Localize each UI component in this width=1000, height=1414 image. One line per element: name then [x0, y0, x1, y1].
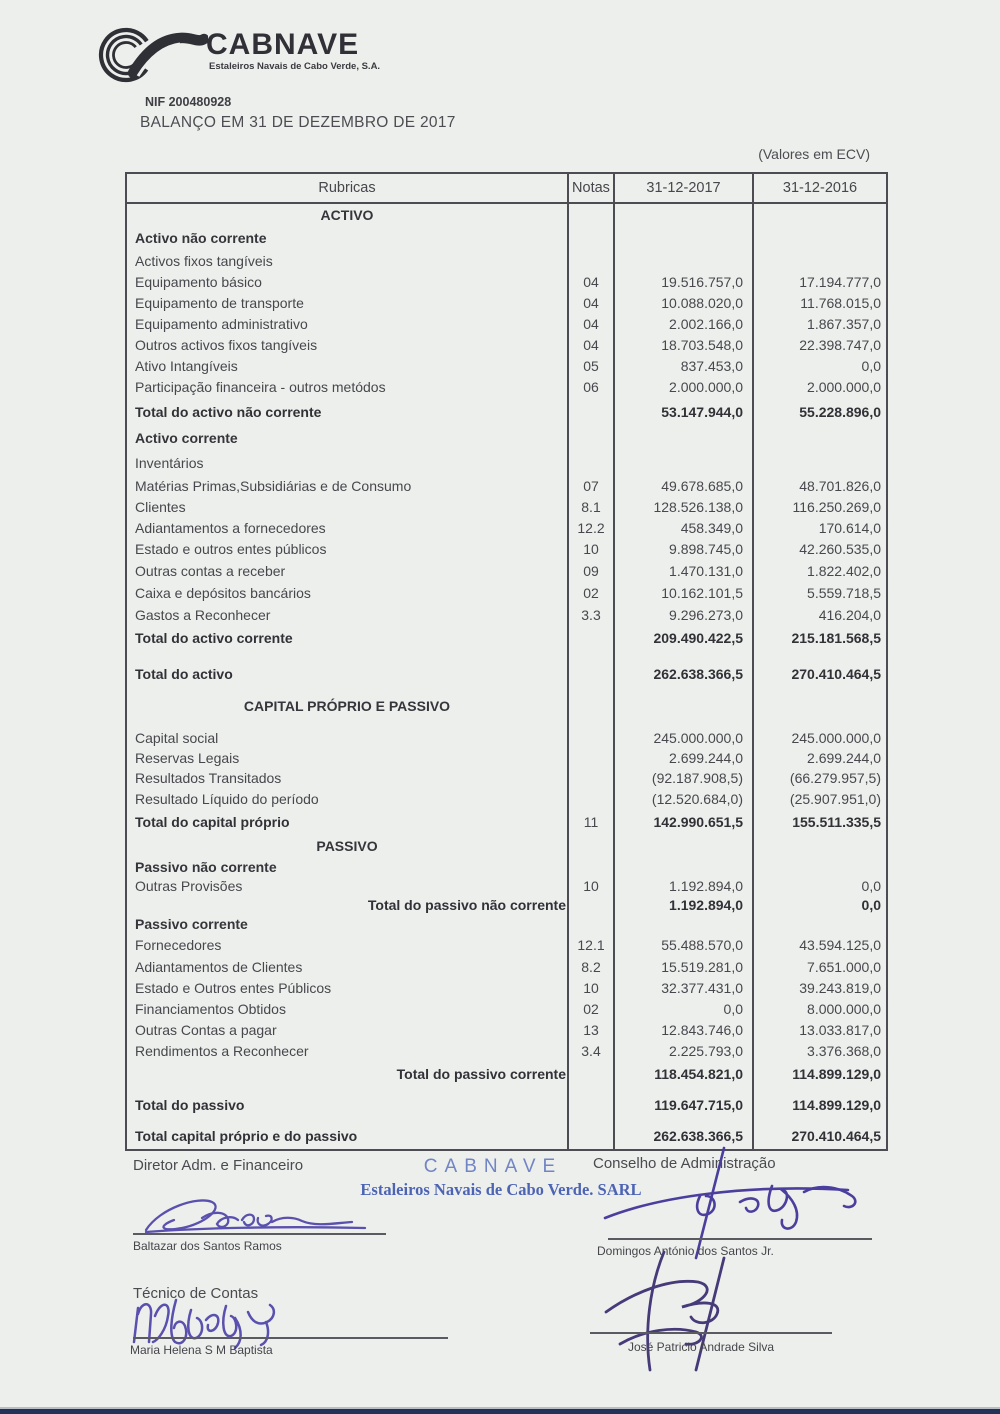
row-value-2017: 119.647.715,0 — [654, 1097, 743, 1113]
row-value-2017: 2.000.000,0 — [669, 379, 743, 395]
row-value-2016: 55.228.896,0 — [752, 398, 886, 425]
table-row — [127, 475, 886, 496]
row-value-2017: 19.516.757,0 — [661, 273, 743, 290]
row-value-2016: 1.867.357,0 — [752, 313, 886, 334]
table-row — [127, 788, 886, 809]
table-row — [127, 834, 886, 857]
signature-line-jose — [590, 1332, 832, 1334]
signature-jose — [598, 1250, 773, 1377]
row-value-2016: 245.000.000,0 — [752, 727, 886, 748]
row-note — [567, 914, 615, 934]
row-value-2017: 128.526.138,0 — [653, 498, 743, 515]
row-label: Rendimentos a Reconhecer — [135, 1043, 309, 1059]
row-label: Total do activo — [135, 666, 233, 682]
row-value-2016 — [752, 834, 886, 857]
table-row — [127, 604, 886, 625]
table-row — [127, 748, 886, 768]
row-value-2017: 15.519.281,0 — [661, 958, 743, 975]
row-value-2017: 458.349,0 — [680, 519, 743, 536]
name-jose: José Patricio Andrade Silva — [628, 1340, 775, 1354]
row-value-2016: 22.398.747,0 — [752, 334, 886, 355]
row-label: Passivo não corrente — [135, 858, 277, 875]
table-body — [127, 204, 886, 1149]
header-2017: 31-12-2017 — [646, 180, 721, 196]
row-value-2016: 11.768.015,0 — [752, 292, 886, 313]
row-label: Total capital próprio e do passivo — [135, 1128, 358, 1144]
role-tecnico-contas: Técnico de Contas — [133, 1285, 259, 1302]
row-value-2017: 0,0 — [723, 1000, 743, 1017]
row-label: Caixa e depósitos bancários — [135, 585, 311, 601]
row-value-2016: 0,0 — [752, 355, 886, 376]
row-value-2016: 39.243.819,0 — [752, 977, 886, 998]
row-note — [567, 204, 615, 226]
row-label: PASSIVO — [316, 837, 378, 854]
row-label: Estado e Outros entes Públicos — [135, 979, 332, 996]
row-note: 06 — [567, 376, 615, 398]
row-value-2017: 142.990.651,5 — [653, 813, 743, 830]
table-row — [127, 250, 886, 271]
table-row — [127, 451, 886, 475]
signature-baltazar — [140, 1192, 390, 1243]
row-value-2017: 837.453,0 — [680, 357, 743, 374]
stamp-company-subtitle: Estaleiros Navais de Cabo Verde. SARL — [360, 1180, 642, 1199]
row-value-2016: 13.033.817,0 — [752, 1019, 886, 1040]
table-row — [127, 204, 886, 226]
row-label: CAPITAL PRÓPRIO E PASSIVO — [243, 698, 451, 714]
row-value-2016: 215.181.568,5 — [752, 625, 886, 651]
row-value-2016: 2.699.244,0 — [752, 748, 886, 768]
row-label: Outras Provisões — [135, 877, 243, 894]
table-row — [127, 376, 886, 398]
row-value-2017: 1.192.894,0 — [669, 896, 743, 913]
row-value-2017: 262.638.366,5 — [653, 666, 743, 682]
row-value-2016: 0,0 — [752, 876, 886, 895]
row-note: 02 — [567, 998, 615, 1019]
table-row — [127, 538, 886, 559]
row-value-2016: 48.701.826,0 — [752, 475, 886, 496]
row-label: Equipamento administrativo — [135, 315, 308, 332]
row-label: Fornecedores — [135, 937, 222, 953]
row-note — [567, 250, 615, 271]
row-note: 3.3 — [567, 604, 615, 625]
row-label: Outras Contas a pagar — [135, 1021, 277, 1038]
table-row — [127, 355, 886, 376]
row-value-2016: 7.651.000,0 — [752, 956, 886, 977]
row-note: 04 — [567, 313, 615, 334]
row-label: Equipamento básico — [135, 273, 262, 290]
row-note — [567, 748, 615, 768]
table-row — [127, 914, 886, 934]
row-value-2017: (12.520.684,0) — [651, 790, 743, 807]
table-row — [127, 934, 886, 956]
row-value-2016: (66.279.957,5) — [752, 768, 886, 788]
row-label: Total do activo corrente — [135, 630, 293, 646]
row-value-2017: 2.225.793,0 — [669, 1043, 743, 1059]
row-note: 11 — [567, 809, 615, 834]
row-label: Inventários — [135, 455, 204, 471]
table-row — [127, 334, 886, 355]
table-row — [127, 517, 886, 538]
table-row — [127, 998, 886, 1019]
signature-line-maria — [133, 1337, 448, 1339]
table-row — [127, 292, 886, 313]
row-value-2017: 18.703.548,0 — [661, 336, 743, 353]
row-value-2017: 245.000.000,0 — [653, 729, 743, 746]
role-diretor-financeiro: Diretor Adm. e Financeiro — [133, 1157, 304, 1174]
table-row — [127, 1040, 886, 1062]
row-value-2016: 0,0 — [752, 895, 886, 914]
header-2016: 31-12-2016 — [752, 174, 886, 202]
row-value-2016 — [752, 693, 886, 719]
row-note — [567, 451, 615, 475]
table-row — [127, 398, 886, 425]
table-row — [127, 661, 886, 687]
header-notas: Notas — [567, 174, 615, 202]
row-value-2017: 32.377.431,0 — [661, 979, 743, 996]
row-value-2016: 17.194.777,0 — [752, 271, 886, 292]
row-value-2016: 3.376.368,0 — [752, 1040, 886, 1062]
signature-line-domingos — [608, 1238, 872, 1240]
table-row — [127, 895, 886, 914]
row-label: Activo não corrente — [135, 230, 267, 246]
table-row — [127, 582, 886, 604]
row-label: Ativo Intangíveis — [135, 357, 238, 374]
row-label: Activos fixos tangíveis — [135, 252, 273, 269]
row-note — [567, 895, 615, 914]
row-note — [567, 719, 615, 727]
row-value-2017: 1.470.131,0 — [669, 562, 743, 579]
table-row — [127, 956, 886, 977]
table-row — [127, 1092, 886, 1118]
row-note: 10 — [567, 977, 615, 998]
row-label: Gastos a Reconhecer — [135, 606, 271, 623]
table-header-row — [127, 174, 886, 204]
signature-line-baltazar — [133, 1233, 386, 1235]
row-note: 02 — [567, 582, 615, 604]
row-value-2017: 10.162.101,5 — [661, 585, 743, 601]
table-row — [127, 271, 886, 292]
row-label: Total do passivo — [135, 1097, 245, 1113]
row-label: Capital social — [135, 729, 219, 746]
table-row — [127, 1019, 886, 1040]
row-label: Outros activos fixos tangíveis — [135, 336, 318, 353]
role-conselho-administracao: Conselho de Administração — [593, 1155, 776, 1172]
row-note — [567, 727, 615, 748]
name-baltazar: Baltazar dos Santos Ramos — [133, 1239, 282, 1253]
document-title: BALANÇO EM 31 DE DEZEMBRO DE 2017 — [140, 114, 456, 131]
row-label: Adiantamentos a fornecedores — [135, 519, 326, 536]
row-value-2017: 9.898.745,0 — [669, 540, 743, 557]
stamp-company-name: CABNAVE — [423, 1156, 563, 1177]
table-spacer-row — [127, 651, 886, 661]
row-value-2016: 170.614,0 — [752, 517, 886, 538]
company-subtitle: Estaleiros Navais de Cabo Verde, S.A. — [209, 61, 381, 72]
row-value-2016: 2.000.000,0 — [752, 376, 886, 398]
nif-number: NIF 200480928 — [145, 95, 232, 109]
row-label: Clientes — [135, 498, 186, 515]
row-value-2016: 1.822.402,0 — [752, 559, 886, 582]
row-note: 3.4 — [567, 1040, 615, 1062]
row-label: Total do activo não corrente — [135, 403, 322, 420]
row-note — [567, 857, 615, 876]
row-value-2017: 53.147.944,0 — [661, 403, 743, 420]
row-note — [567, 768, 615, 788]
row-value-2016: 114.899.129,0 — [752, 1092, 886, 1118]
row-label: ACTIVO — [320, 207, 374, 223]
row-note — [567, 834, 615, 857]
row-value-2016 — [752, 204, 886, 226]
row-note — [567, 788, 615, 809]
row-value-2017: 10.088.020,0 — [661, 294, 743, 311]
row-label: Outras contas a receber — [135, 562, 286, 579]
row-label: Reservas Legais — [135, 750, 240, 766]
table-row — [127, 496, 886, 517]
row-note — [567, 1062, 615, 1086]
table-row — [127, 876, 886, 895]
row-note — [567, 661, 615, 687]
row-value-2016 — [752, 425, 886, 451]
table-row — [127, 768, 886, 788]
row-note — [567, 226, 615, 250]
row-label: Total do passivo corrente — [396, 1066, 566, 1082]
row-note — [567, 1092, 615, 1118]
name-domingos: Domingos António dos Santos Jr. — [597, 1244, 774, 1258]
row-value-2017: 2.699.244,0 — [669, 750, 743, 766]
row-value-2016: 5.559.718,5 — [752, 582, 886, 604]
row-value-2017: 55.488.570,0 — [661, 937, 743, 953]
scan-edge-band — [0, 1409, 1000, 1414]
table-row — [127, 559, 886, 582]
table-row — [127, 693, 886, 719]
row-label: Total do capital próprio — [135, 813, 290, 830]
row-note: 04 — [567, 271, 615, 292]
row-value-2016: 114.899.129,0 — [752, 1062, 886, 1086]
cabnave-logo — [96, 24, 208, 91]
row-value-2017: 49.678.685,0 — [661, 477, 743, 494]
row-label: Matérias Primas,Subsidiárias e de Consumo — [135, 477, 412, 494]
row-value-2016: 155.511.335,5 — [752, 809, 886, 834]
table-row — [127, 857, 886, 876]
row-value-2017: (92.187.908,5) — [651, 770, 743, 786]
table-row — [127, 977, 886, 998]
row-note: 07 — [567, 475, 615, 496]
balance-table — [125, 172, 888, 1151]
row-label: Adiantamentos de Clientes — [135, 958, 303, 975]
row-label: Equipamento de transporte — [135, 294, 304, 311]
name-maria: Maria Helena S M Baptista — [130, 1343, 273, 1357]
row-note: 8.1 — [567, 496, 615, 517]
row-value-2016: 270.410.464,5 — [752, 661, 886, 687]
table-row — [127, 727, 886, 748]
company-name: CABNAVE — [206, 28, 360, 61]
table-row — [127, 313, 886, 334]
row-value-2016: 8.000.000,0 — [752, 998, 886, 1019]
row-note — [567, 693, 615, 719]
row-note — [567, 651, 615, 661]
row-label: Passivo corrente — [135, 916, 248, 932]
row-value-2016 — [752, 226, 886, 250]
table-row — [127, 809, 886, 834]
row-value-2016 — [752, 451, 886, 475]
row-value-2016 — [752, 719, 886, 727]
header-rubricas: Rubricas — [318, 180, 376, 196]
row-note — [567, 425, 615, 451]
row-value-2017: 12.843.746,0 — [661, 1021, 743, 1038]
row-label: Financiamentos Obtidos — [135, 1000, 286, 1017]
row-note: 12.1 — [567, 934, 615, 956]
row-note: 12.2 — [567, 517, 615, 538]
row-value-2017: 2.002.166,0 — [669, 315, 743, 332]
table-spacer-row — [127, 719, 886, 727]
row-note — [567, 398, 615, 425]
row-value-2017: 262.638.366,5 — [653, 1128, 743, 1144]
row-note: 04 — [567, 334, 615, 355]
row-value-2016: 43.594.125,0 — [752, 934, 886, 956]
table-row — [127, 1062, 886, 1086]
row-value-2016 — [752, 857, 886, 876]
row-value-2017: 209.490.422,5 — [653, 630, 743, 646]
row-value-2017: 118.454.821,0 — [654, 1066, 743, 1082]
row-value-2016: (25.907.951,0) — [752, 788, 886, 809]
row-value-2017: 9.296.273,0 — [669, 606, 743, 623]
table-row — [127, 625, 886, 651]
row-note: 04 — [567, 292, 615, 313]
row-note: 8.2 — [567, 956, 615, 977]
row-label: Total do passivo não corrente — [367, 896, 566, 913]
row-label: Estado e outros entes públicos — [135, 540, 327, 557]
row-note: 13 — [567, 1019, 615, 1040]
row-note: 09 — [567, 559, 615, 582]
row-label: Resultado Líquido do período — [135, 790, 319, 807]
table-row — [127, 425, 886, 451]
row-value-2016 — [752, 651, 886, 661]
row-value-2016: 416.204,0 — [752, 604, 886, 625]
row-note: 10 — [567, 876, 615, 895]
row-note: 10 — [567, 538, 615, 559]
currency-note: (Valores em ECV) — [758, 146, 870, 162]
row-label: Participação financeira - outros metódos — [135, 379, 386, 395]
row-value-2016 — [752, 250, 886, 271]
row-label: Resultados Transitados — [135, 770, 282, 786]
row-value-2016 — [752, 914, 886, 934]
row-label: Activo corrente — [135, 430, 238, 446]
row-note — [567, 625, 615, 651]
row-value-2016: 116.250.269,0 — [752, 496, 886, 517]
row-note: 05 — [567, 355, 615, 376]
row-value-2016: 42.260.535,0 — [752, 538, 886, 559]
row-value-2017: 1.192.894,0 — [669, 877, 743, 894]
row-value-2016: 270.410.464,5 — [752, 1123, 886, 1149]
table-row — [127, 226, 886, 250]
